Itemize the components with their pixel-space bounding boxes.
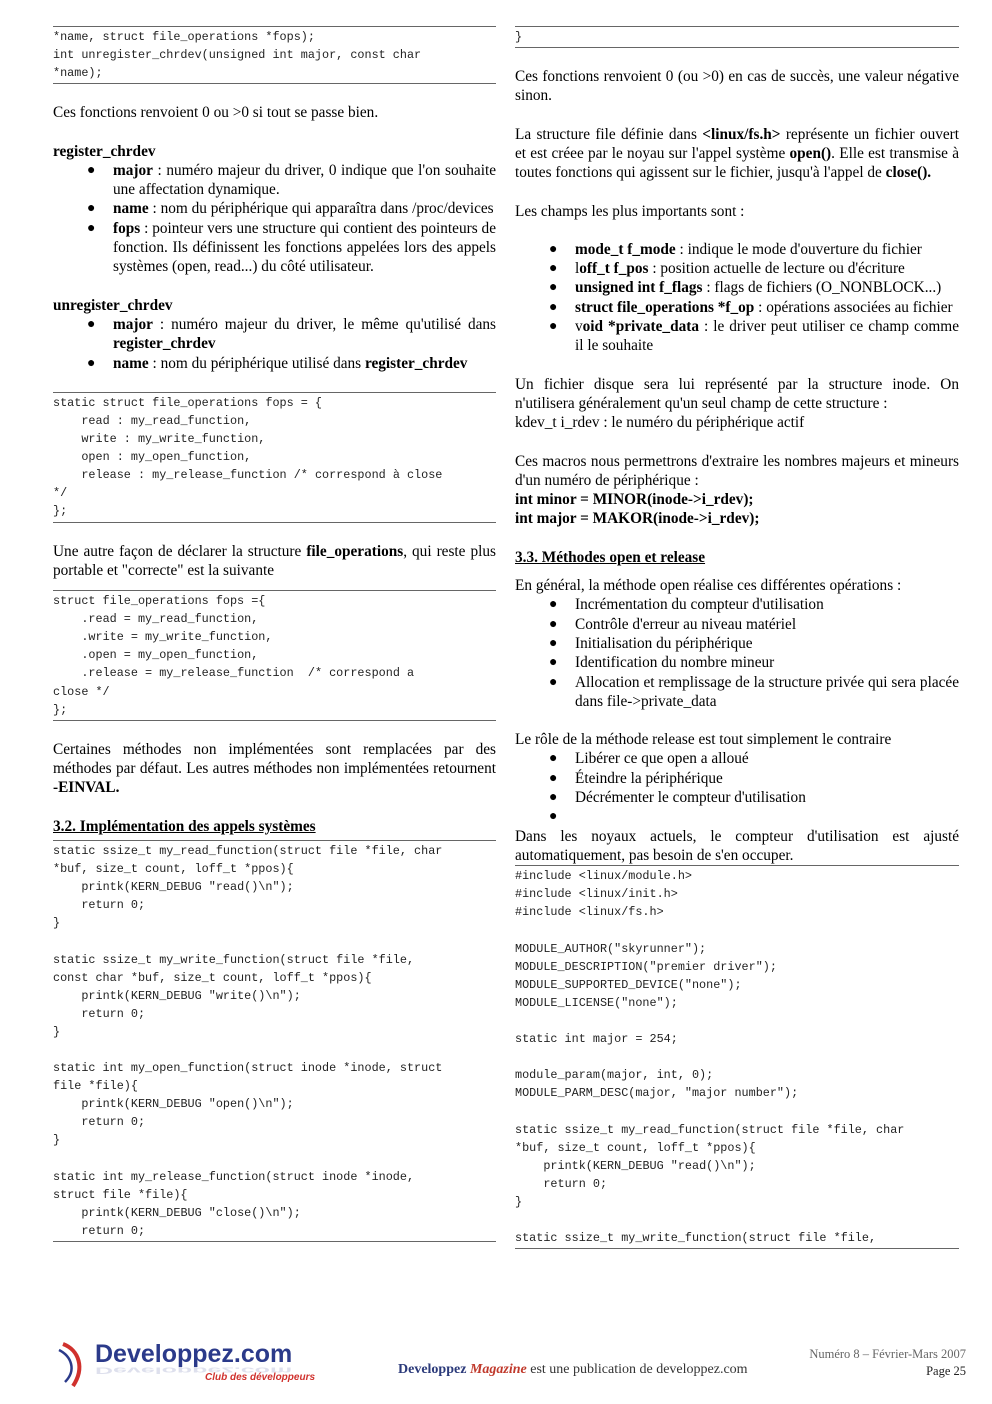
svg-text:Developpez.com: Developpez.com xyxy=(95,1340,293,1368)
developpez-logo-icon xyxy=(55,1334,315,1390)
list-item: ● xyxy=(549,809,558,825)
paragraph-open-intro: En général, la méthode open réalise ces différentes opérations : xyxy=(515,577,902,595)
paragraph-inode-field: kdev_t i_rdev : le numéro du périphérique actif xyxy=(515,414,805,432)
code-block-closing-brace: } xyxy=(515,26,959,48)
list-item: ● name : nom du périphérique qui apparaîtra dans /proc/devices xyxy=(87,200,494,218)
section-heading-3-3: 3.3. Méthodes open et release xyxy=(515,548,706,566)
footer-publication: Developpez Magazine est une publication de developpez.com xyxy=(398,1362,748,1377)
list-item: ● void *private_data : le driver peut utiliser ce champ comme il le souhaite xyxy=(549,318,959,355)
code-block-fops-designated: struct file_operations fops ={ .read = my_read_function, .write = my_write_function, .open = my_open_function, .release = my_release_function /* correspond a close */ }; xyxy=(53,590,496,721)
code-block-syscalls: static ssize_t my_read_function(struct file *file, char *buf, size_t count, loff_t *ppos){ printk(KERN_DEBUG "read()\n"); return 0; } static ssize_t my_write_function(struct file *file, const char *buf, size_t count, loff_t *ppos){ printk(KERN_DEBUG "write()\n"); return 0; } static int my_open_function(struct inode *inode, struct file *file){ printk(KERN_DEBUG "open()\n"); return 0; } static int my_release_function(struct inode *inode, struct file *file){ printk(KERN_DEBUG "close()\n"); return 0; xyxy=(53,840,496,1242)
code-block-module: #include <linux/module.h> #include <linux/init.h> #include <linux/fs.h> MODULE_AUTHOR("skyrunner"); MODULE_DESCRIPTION("premier driver"); MODULE_SUPPORTED_DEVICE("none"); MODULE_LICENSE("none"); static int major = 254; module_param(major, int, 0); MODULE_PARM_DESC(major, "major number"); static ssize_t my_read_function(struct file *file, char *buf, size_t count, loff_t *ppos){ printk(KERN_DEBUG "read()\n"); return 0; } static ssize_t my_write_function(struct file *file, xyxy=(515,865,959,1249)
unregister-chrdev-title: unregister_chrdev xyxy=(53,296,173,314)
paragraph-return-values: Ces fonctions renvoient 0 ou >0 si tout se passe bien. xyxy=(53,104,379,122)
section-heading-3-2: 3.2. Implémentation des appels systèmes xyxy=(53,817,316,835)
code-block-fops-struct: static struct file_operations fops = { read : my_read_function, write : my_write_function, open : my_open_function, release : my_release_function /* correspond à close */ }; xyxy=(53,392,496,523)
list-item: ● Identification du nombre mineur xyxy=(549,654,775,672)
paragraph-file-structure: La structure file définie dans <linux/fs.h> représente un fichier ouvert et est créee par le noyau sur l'appel système open(). Elle est transmise à toutes fonctions qui agissent sur le fichier, jusqu'à l'appel de close(). xyxy=(515,125,960,182)
page-number: Page 25 xyxy=(926,1364,966,1378)
issue-number: Numéro 8 – Février-Mars 2007 xyxy=(809,1347,966,1361)
list-item: ● Incrémentation du compteur d'utilisation xyxy=(549,596,824,614)
list-item: ● Décrémenter le compteur d'utilisation xyxy=(549,789,806,806)
list-item: ● Initialisation du périphérique xyxy=(549,634,753,652)
release-operations-list xyxy=(515,749,959,826)
list-item: ● major : numéro majeur du driver, le même qu'utilisé dans register_chrdev xyxy=(87,315,496,353)
paragraph-release-intro: Le rôle de la méthode release est tout simplement le contraire xyxy=(515,731,892,749)
list-item: ● Éteindre la périphérique xyxy=(549,769,723,787)
paragraph-default-methods: Certaines méthodes non implémentées sont remplacées par des méthodes par défaut. Les autres méthodes non implémentées retournent -EINVAL. xyxy=(53,740,496,797)
list-item: ● Allocation et remplissage de la structure privée qui sera placée dans file->private_data xyxy=(549,673,959,710)
register-chrdev-title: register_chrdev xyxy=(53,142,156,160)
list-item: ● Contrôle d'erreur au niveau matériel xyxy=(549,615,797,633)
open-operations-list xyxy=(515,595,959,711)
paragraph-alternative: Une autre façon de déclarer la structure file_operations, qui reste plus portable et "correcte" est la suivante xyxy=(53,542,496,579)
developpez-logo[interactable] xyxy=(55,1334,315,1386)
file-fields-list xyxy=(515,240,959,356)
svg-text:Developpez.com: Developpez.com xyxy=(95,1365,293,1376)
list-item: ● loff_t f_pos : position actuelle de lecture ou d'écriture xyxy=(549,260,905,278)
svg-text:Club des développeurs: Club des développeurs xyxy=(205,1372,315,1383)
paragraph-macros: Ces macros nous permettrons d'extraire les nombres majeurs et mineurs d'un numéro de périphérique : xyxy=(515,452,959,489)
list-item: ● Libérer ce que open a alloué xyxy=(549,750,749,768)
list-item: ● struct file_operations *f_op : opérations associées au fichier xyxy=(549,298,953,316)
code-block-register-signature: *name, struct file_operations *fops); int unregister_chrdev(unsigned int major, const char *name); xyxy=(53,26,496,84)
list-item: ● major : numéro majeur du driver, 0 indique que l'on souhaite une affectation dynamique. xyxy=(87,161,496,199)
register-params-list xyxy=(53,161,496,277)
left-column xyxy=(53,26,496,1242)
right-column xyxy=(515,26,959,1249)
macro-minor: int minor = MINOR(inode->i_rdev); xyxy=(515,491,754,509)
list-item: ● unsigned int f_flags : flags de fichiers (O_NONBLOCK...) xyxy=(549,279,942,297)
list-item: ● fops : pointeur vers une structure qui contient des pointeurs de fonction. Ils définissent les fonctions appelées lors des appels systèmes (open, read...) du côté utilisateur. xyxy=(87,219,496,276)
list-item: ● mode_t f_mode : indique le mode d'ouverture du fichier xyxy=(549,240,922,258)
paragraph-usage-counter: Dans les noyaux actuels, le compteur d'utilisation est ajusté automatiquement, pas besoin de s'en occuper. xyxy=(515,827,959,864)
page-footer xyxy=(0,1330,992,1404)
paragraph-inode: Un fichier disque sera lui représenté par la structure inode. On n'utilisera généralement qu'un seul champ de cette structure : xyxy=(515,375,959,412)
paragraph-fields-intro: Les champs les plus importants sont : xyxy=(515,202,745,220)
macro-major: int major = MAKOR(inode->i_rdev); xyxy=(515,510,760,528)
paragraph-return-success: Ces fonctions renvoient 0 (ou >0) en cas de succès, une valeur négative sinon. xyxy=(515,68,959,105)
list-item: ● name : nom du périphérique utilisé dans register_chrdev xyxy=(87,354,468,372)
unregister-params-list xyxy=(53,315,496,373)
